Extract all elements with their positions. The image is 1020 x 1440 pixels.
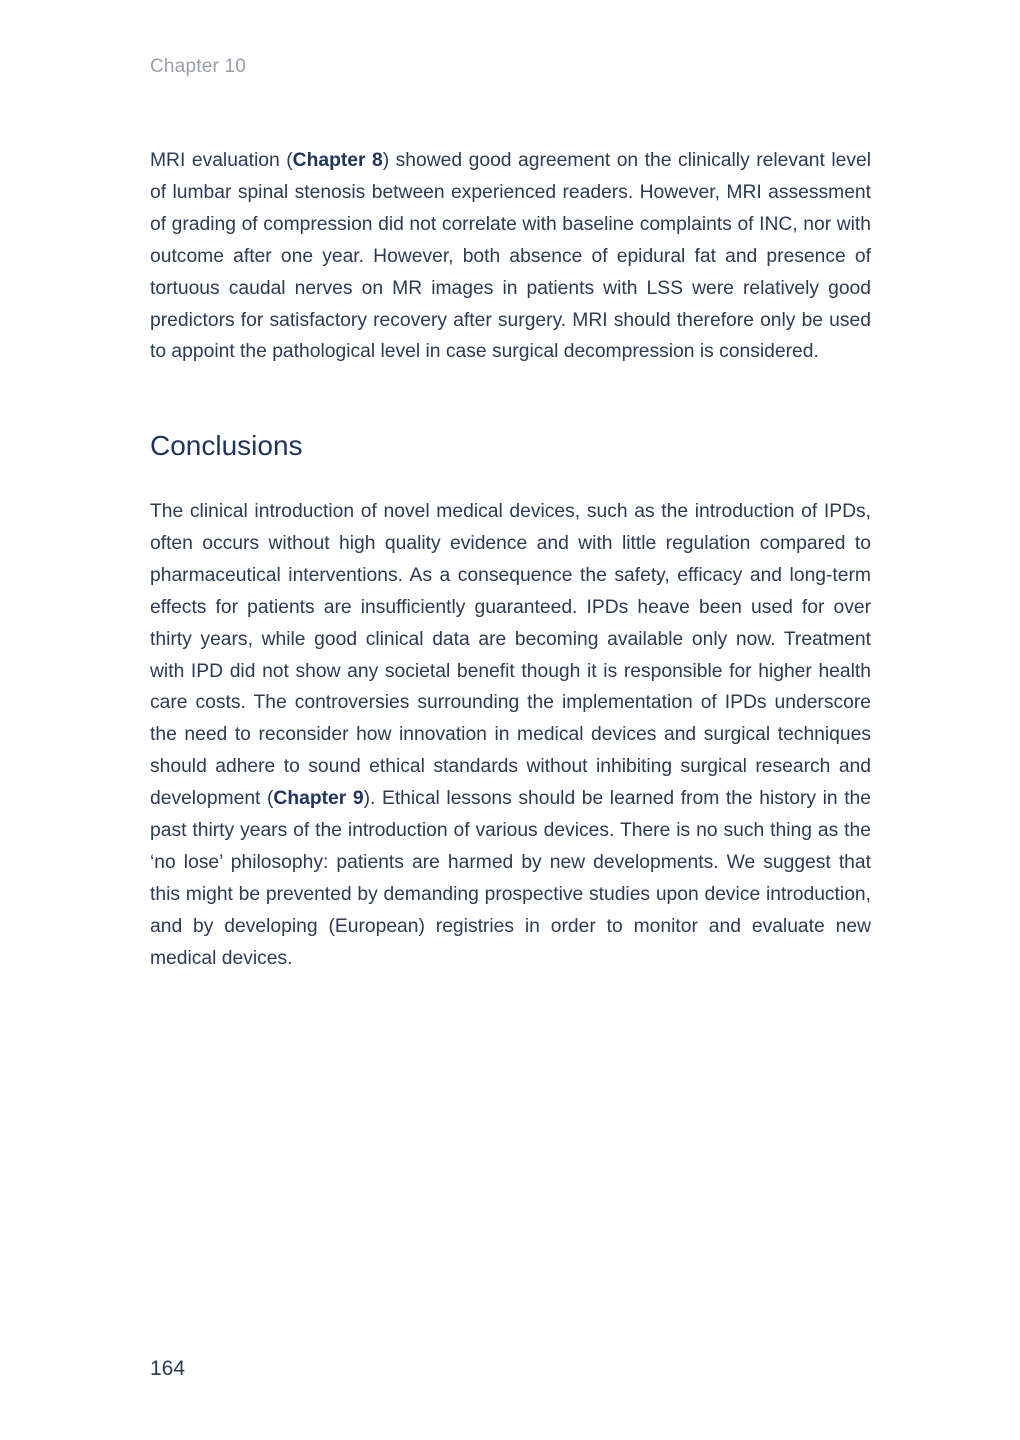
section-heading: Conclusions	[150, 430, 303, 461]
body-paragraph-conclusions	[150, 496, 871, 975]
paragraph-text: ) showed good agreement on the clinically relevant level of lumbar spinal stenosis between experienced readers. However, MRI assessment of grading of compression did not correlate with baseline complaints of INC, nor with outcome after one year. However, both absence of epidural fat and presence of tortuous caudal nerves on MR images in patients with LSS were relatively good predictors for satisfactory recovery after surgery. MRI should therefore only be used to appoint the pathological level in case surgical decompression is considered.	[150, 150, 871, 363]
paragraph-text: The clinical introduction of novel medical devices, such as the introduction of IPDs, often occurs without high quality evidence and with little regulation compared to pharmaceutical interventions. As a consequence the safety, efficacy and long-term effects for patients are insufficiently guaranteed. IPDs heave been used for over thirty years, while good clinical data are becoming available only now. Treatment with IPD did not show any societal benefit though it is responsible for higher health care costs. The controversies surrounding the implementation of IPDs underscore the need to reconsider how innovation in medical devices and surgical techniques should adhere to sound ethical standards without inhibiting surgical research and development (	[150, 501, 871, 810]
page-number: 164	[150, 1357, 186, 1380]
body-paragraph-mri	[150, 145, 871, 368]
chapter-reference: Chapter 9	[273, 788, 364, 810]
paragraph-text: MRI evaluation (	[150, 150, 293, 171]
running-header: Chapter 10	[150, 56, 247, 77]
chapter-reference: Chapter 8	[292, 150, 383, 171]
paragraph-text: ). Ethical lessons should be learned from the history in the past thirty years of the introduction of various devices. There is no such thing as the ‘no lose’ philosophy: patients are harmed by new developments. We suggest that this might be prevented by demanding prospective studies upon device introduction, and by developing (European) registries in order to monitor and evaluate new medical devices.	[150, 788, 872, 969]
